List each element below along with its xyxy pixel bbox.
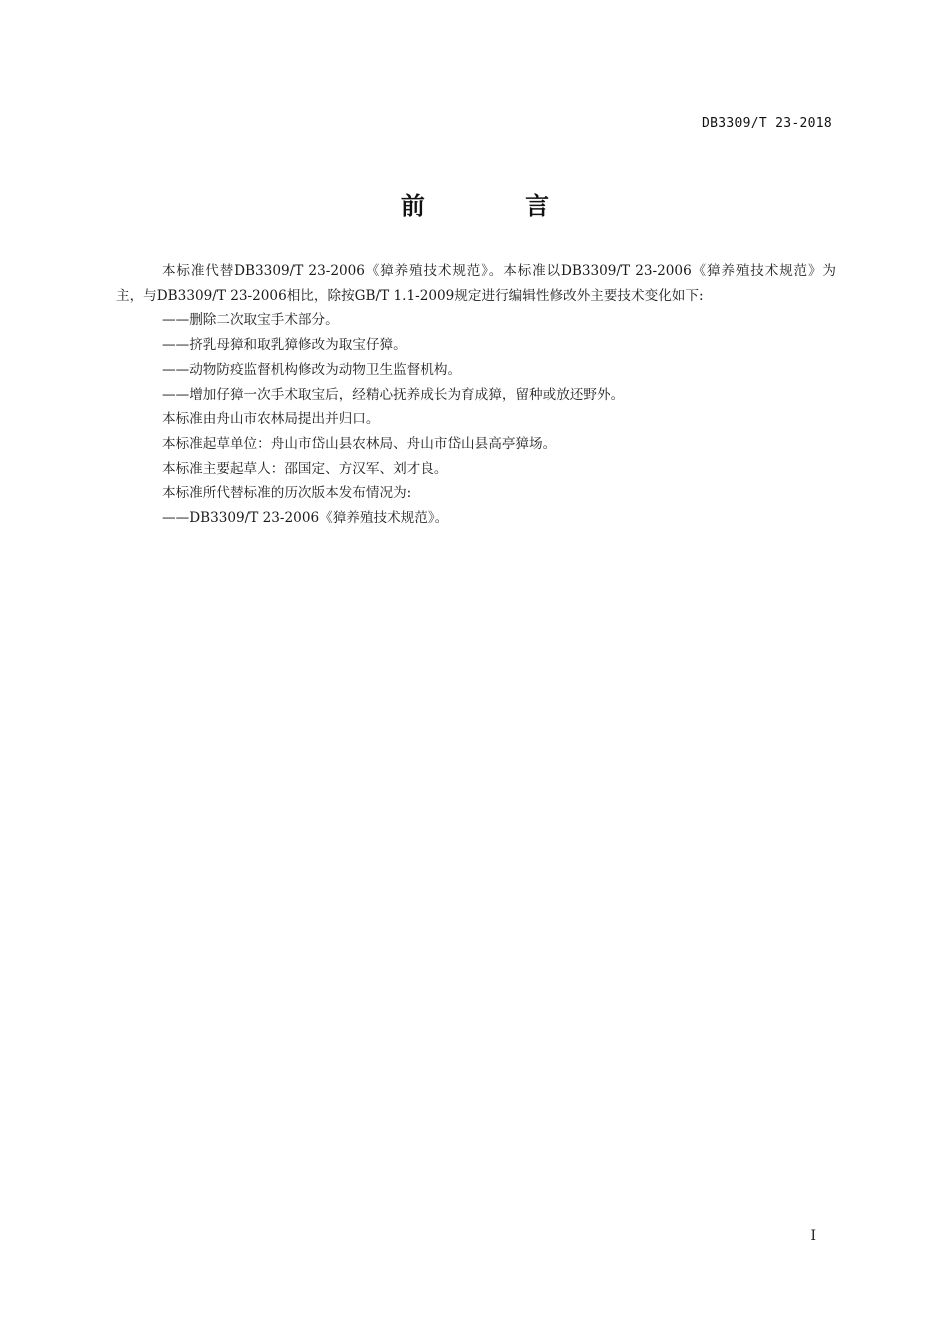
drafting-units-statement: 本标准起草单位：舟山市岱山县农林局、舟山市岱山县高亭獐场。	[162, 435, 557, 452]
change-item: ——增加仔獐一次手术取宝后，经精心抚养成长为育成獐，留种或放还野外。	[162, 386, 625, 403]
page-title: 前 言	[400, 192, 596, 220]
history-item: ——DB3309/T 23-2006《獐养殖技术规范》。	[162, 510, 449, 527]
change-item: ——删除二次取宝手术部分。	[162, 312, 339, 329]
foreword-body	[116, 259, 836, 531]
change-item: ——挤乳母獐和取乳獐修改为取宝仔獐。	[162, 337, 407, 354]
standard-code: DB3309/T 23-2018	[701, 116, 832, 131]
change-item: ——动物防疫监督机构修改为动物卫生监督机构。	[162, 361, 462, 378]
page-number: I	[810, 1228, 816, 1244]
history-heading: 本标准所代替标准的历次版本发布情况为:	[162, 485, 412, 502]
proposer-statement: 本标准由舟山市农林局提出并归口。	[162, 411, 380, 428]
drafters-statement: 本标准主要起草人：邵国定、方汉军、刘才良。	[162, 460, 448, 477]
intro-paragraph: 本标准代替DB3309/T 23-2006《獐养殖技术规范》。本标准以DB3309/T 23-2006《獐养殖技术规范》为主，与DB3309/T 23-2006相比，除按GB/T 1.1-2009规定进行编辑性修改外主要技术变化如下:	[116, 263, 836, 304]
